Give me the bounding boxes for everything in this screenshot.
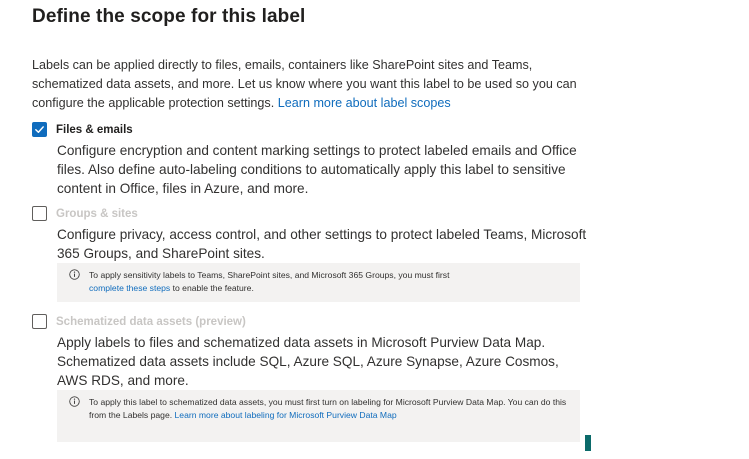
groups-sites-info-text-after: to enable the feature. bbox=[172, 282, 254, 293]
info-icon bbox=[69, 269, 80, 280]
option-schematized-data-assets bbox=[32, 314, 246, 329]
option-groups-sites bbox=[32, 206, 138, 221]
schematized-info-box bbox=[57, 390, 580, 442]
option-files-emails bbox=[32, 122, 133, 137]
intro-paragraph bbox=[32, 56, 592, 113]
info-icon bbox=[69, 396, 80, 407]
files-emails-description: Configure encryption and content marking settings to protect labeled emails and Office files. Also define auto-labeling conditions to automatically apply this label to sensitive content in Office, files in Azure, and more. bbox=[57, 143, 577, 196]
learn-more-label-scopes-link[interactable]: Learn more about label scopes bbox=[277, 96, 451, 110]
files-emails-checkbox[interactable] bbox=[32, 122, 47, 137]
files-emails-label: Files & emails bbox=[56, 123, 133, 136]
scrollbar-thumb[interactable] bbox=[585, 435, 591, 451]
schematized-data-assets-checkbox[interactable] bbox=[32, 314, 47, 329]
schematized-data-assets-description: Apply labels to files and schematized data assets in Microsoft Purview Data Map. Schematized data assets include SQL, Azure SQL, Azure Synapse, Azure Cosmos, AWS RDS, and more. bbox=[57, 335, 559, 388]
page-title: Define the scope for this label bbox=[32, 6, 306, 27]
complete-these-steps-link[interactable]: complete these steps bbox=[89, 282, 171, 293]
groups-sites-checkbox[interactable] bbox=[32, 206, 47, 221]
groups-sites-info-box bbox=[57, 263, 580, 302]
schematized-data-assets-label: Schematized data assets (preview) bbox=[56, 315, 246, 328]
groups-sites-description: Configure privacy, access control, and other settings to protect labeled Teams, Microsoft 365 Groups, and SharePoint sites. bbox=[57, 227, 587, 261]
learn-more-labeling-purview-link[interactable]: Learn more about labeling for Microsoft Purview Data Map bbox=[174, 409, 397, 420]
groups-sites-info-text: To apply sensitivity labels to Teams, SharePoint sites, and Microsoft 365 Groups, you must first bbox=[89, 270, 450, 280]
intro-text: Labels can be applied directly to files, emails, containers like SharePoint sites and Teams, schematized data assets, and more. Let us know where you want this label to be used so you can configure the applicable protection settings. bbox=[32, 58, 577, 110]
checkmark-icon bbox=[34, 124, 45, 135]
schematized-info-text: To apply this label to schematized data assets, you must first turn on labeling for Microsoft Purview Data Map. You can do this from the Labels page. bbox=[89, 397, 567, 420]
groups-sites-label: Groups & sites bbox=[56, 207, 138, 220]
